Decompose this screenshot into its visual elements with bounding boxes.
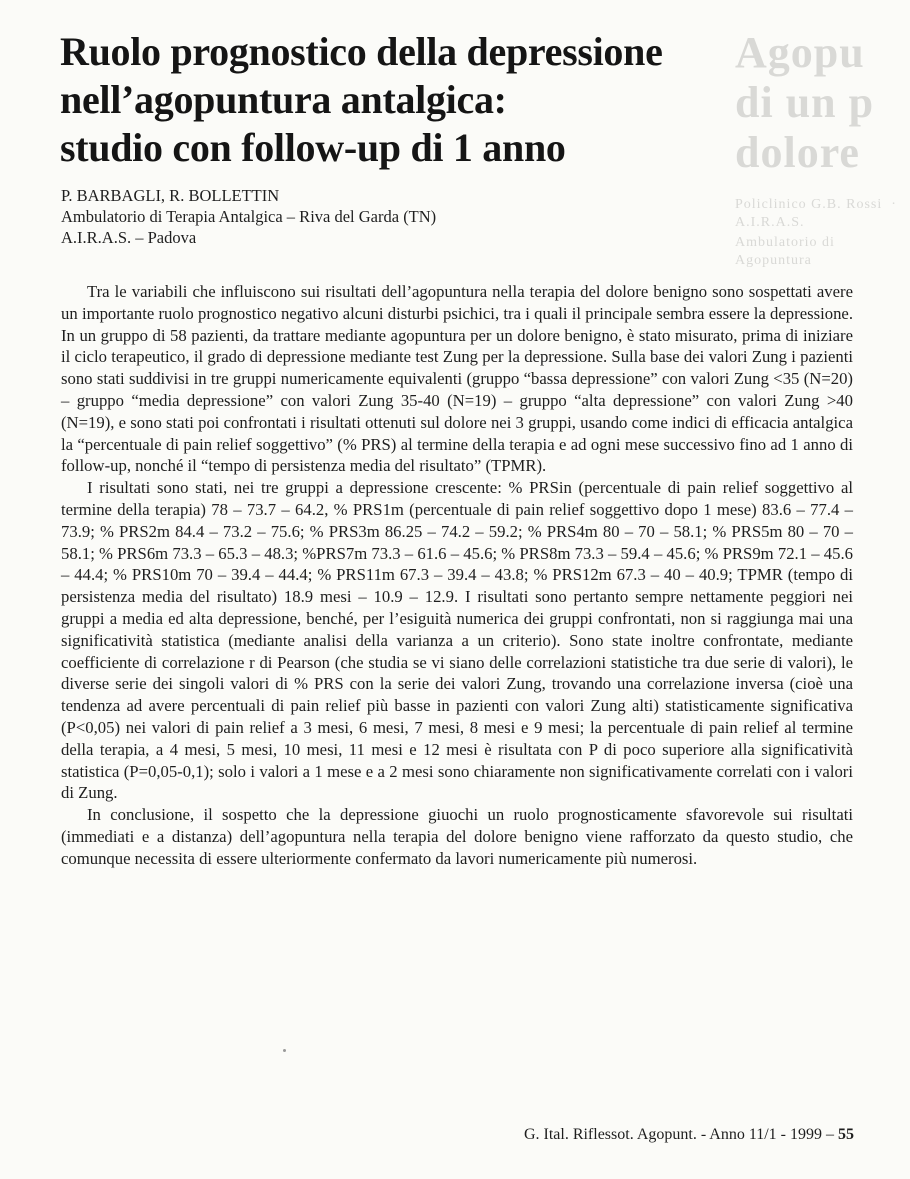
show-through-bleed: Agopu di un p dolore Policlinico G.B. Rossi · A.I.R.A.S. Ambulatorio di Agopuntura	[735, 28, 902, 268]
title-line: Ruolo prognostico della depressione	[60, 29, 663, 74]
title-line: studio con follow-up di 1 anno	[60, 125, 566, 170]
page-footer	[524, 1126, 854, 1144]
page-number: 55	[838, 1126, 854, 1143]
abstract-paragraph: I risultati sono stati, nei tre gruppi a depressione crescente: % PRSin (percentuale di pain relief soggettivo al termine della terapia) 78 – 73.7 – 64.2, % PRS1m (percentuale di pain relief soggettivo dopo 1 mese) 83.6 – 77.4 – 73.9; % PRS2m 84.4 – 73.2 – 75.6; % PRS3m 86.25 – 74.2 – 59.2; % PRS4m 80 – 70 – 58.1; % PRS5m 80 – 70 – 58.1; % PRS6m 73.3 – 65.3 – 48.3; %PRS7m 73.3 – 61.6 – 45.6; % PRS8m 73.3 – 59.4 – 45.6; % PRS9m 72.1 – 45.6 – 44.4; % PRS10m 70 – 39.4 – 44.4; % PRS11m 67.3 – 39.4 – 43.8; % PRS12m 67.3 – 40 – 40.9; TPMR (tempo di persistenza media del risultato) 18.9 mesi – 10.9 – 12.9. I risultati sono pertanto sempre nettamente peggiori nei gruppi a media ed alta depressione, benché, per l’esiguità numerica dei gruppi confrontati, non si raggiunga mai una significatività statistica (mediante analisi della varianza a un criterio). Sono state inoltre confrontate, mediante coefficiente di correlazione r di Pearson (che studia se vi siano delle correlazioni statistiche tra due serie di valori), le diverse serie dei singoli valori di % PRS con la serie dei valori Zung, trovando una correlazione inversa (cioè una tendenza ad avere percentuali di pain relief più basse in pazienti con valori Zung alti) statisticamente significativa (P<0,05) nei valori di pain relief a 3 mesi, 6 mesi, 7 mesi, 8 mesi e 9 mesi; la percentuale di pain relief al termine della terapia, a 4 mesi, 5 mesi, 10 mesi, 11 mesi e 12 mesi è risultata con P di poco superiore alla significatività statistica (P=0,05-0,1); solo i valori a 1 mese e a 2 mesi sono chiaramente non significativamente correlati con i valori di Zung.	[61, 478, 853, 803]
author-block	[61, 185, 581, 248]
abstract-paragraph: Tra le variabili che influiscono sui risultati dell’agopuntura nella terapia del dolore benigno sono sospettati avere un importante ruolo prognostico negativo alcuni disturbi psichici, tra i quali il principale sembra essere la depressione. In un gruppo di 58 pazienti, da trattare mediante agopuntura per un dolore benigno, è stato misurato, prima di iniziare il ciclo terapeutico, il grado di depressione mediante test Zung per la depressione. Sulla base dei valori Zung i pazienti sono stati suddivisi in tre gruppi numericamente equivalenti (gruppo “bassa depressione” con valori Zung <35 (N=20) – gruppo “media depressione” con valori Zung 35-40 (N=19) – gruppo “alta depressione” con valori Zung >40 (N=19), e sono stati poi confrontati i risultati ottenuti sul dolore nei 3 gruppi, usando come indici di efficacia antalgica la “percentuale di pain relief soggettivo” (% PRS) al termine della terapia e ad ogni mese successivo fino ad 1 anno di follow-up, nonché il “tempo di persistenza media del risultato” (TPMR).	[61, 282, 853, 476]
affiliation: A.I.R.A.S. – Padova	[61, 228, 197, 247]
author-names: P. BARBAGLI, R. BOLLETTIN	[61, 186, 280, 205]
paper-title	[60, 28, 760, 172]
title-line: nell’agopuntura antalgica:	[60, 77, 507, 122]
abstract-paragraph: In conclusione, il sospetto che la depressione giuochi un ruolo prognosticamente sfavorevole sui risultati (immediati e a distanza) dell’agopuntura nella terapia del dolore benigno viene rafforzato da questo studio, che comunque necessita di essere ulteriormente confermato da lavori numericamente più numerosi.	[61, 805, 853, 868]
affiliation: Ambulatorio di Terapia Antalgica – Riva del Garda (TN)	[61, 207, 437, 226]
journal-citation: G. Ital. Riflessot. Agopunt. - Anno 11/1 - 1999 –	[523, 1126, 838, 1143]
abstract-body	[61, 281, 853, 870]
scan-speck	[283, 1049, 286, 1052]
